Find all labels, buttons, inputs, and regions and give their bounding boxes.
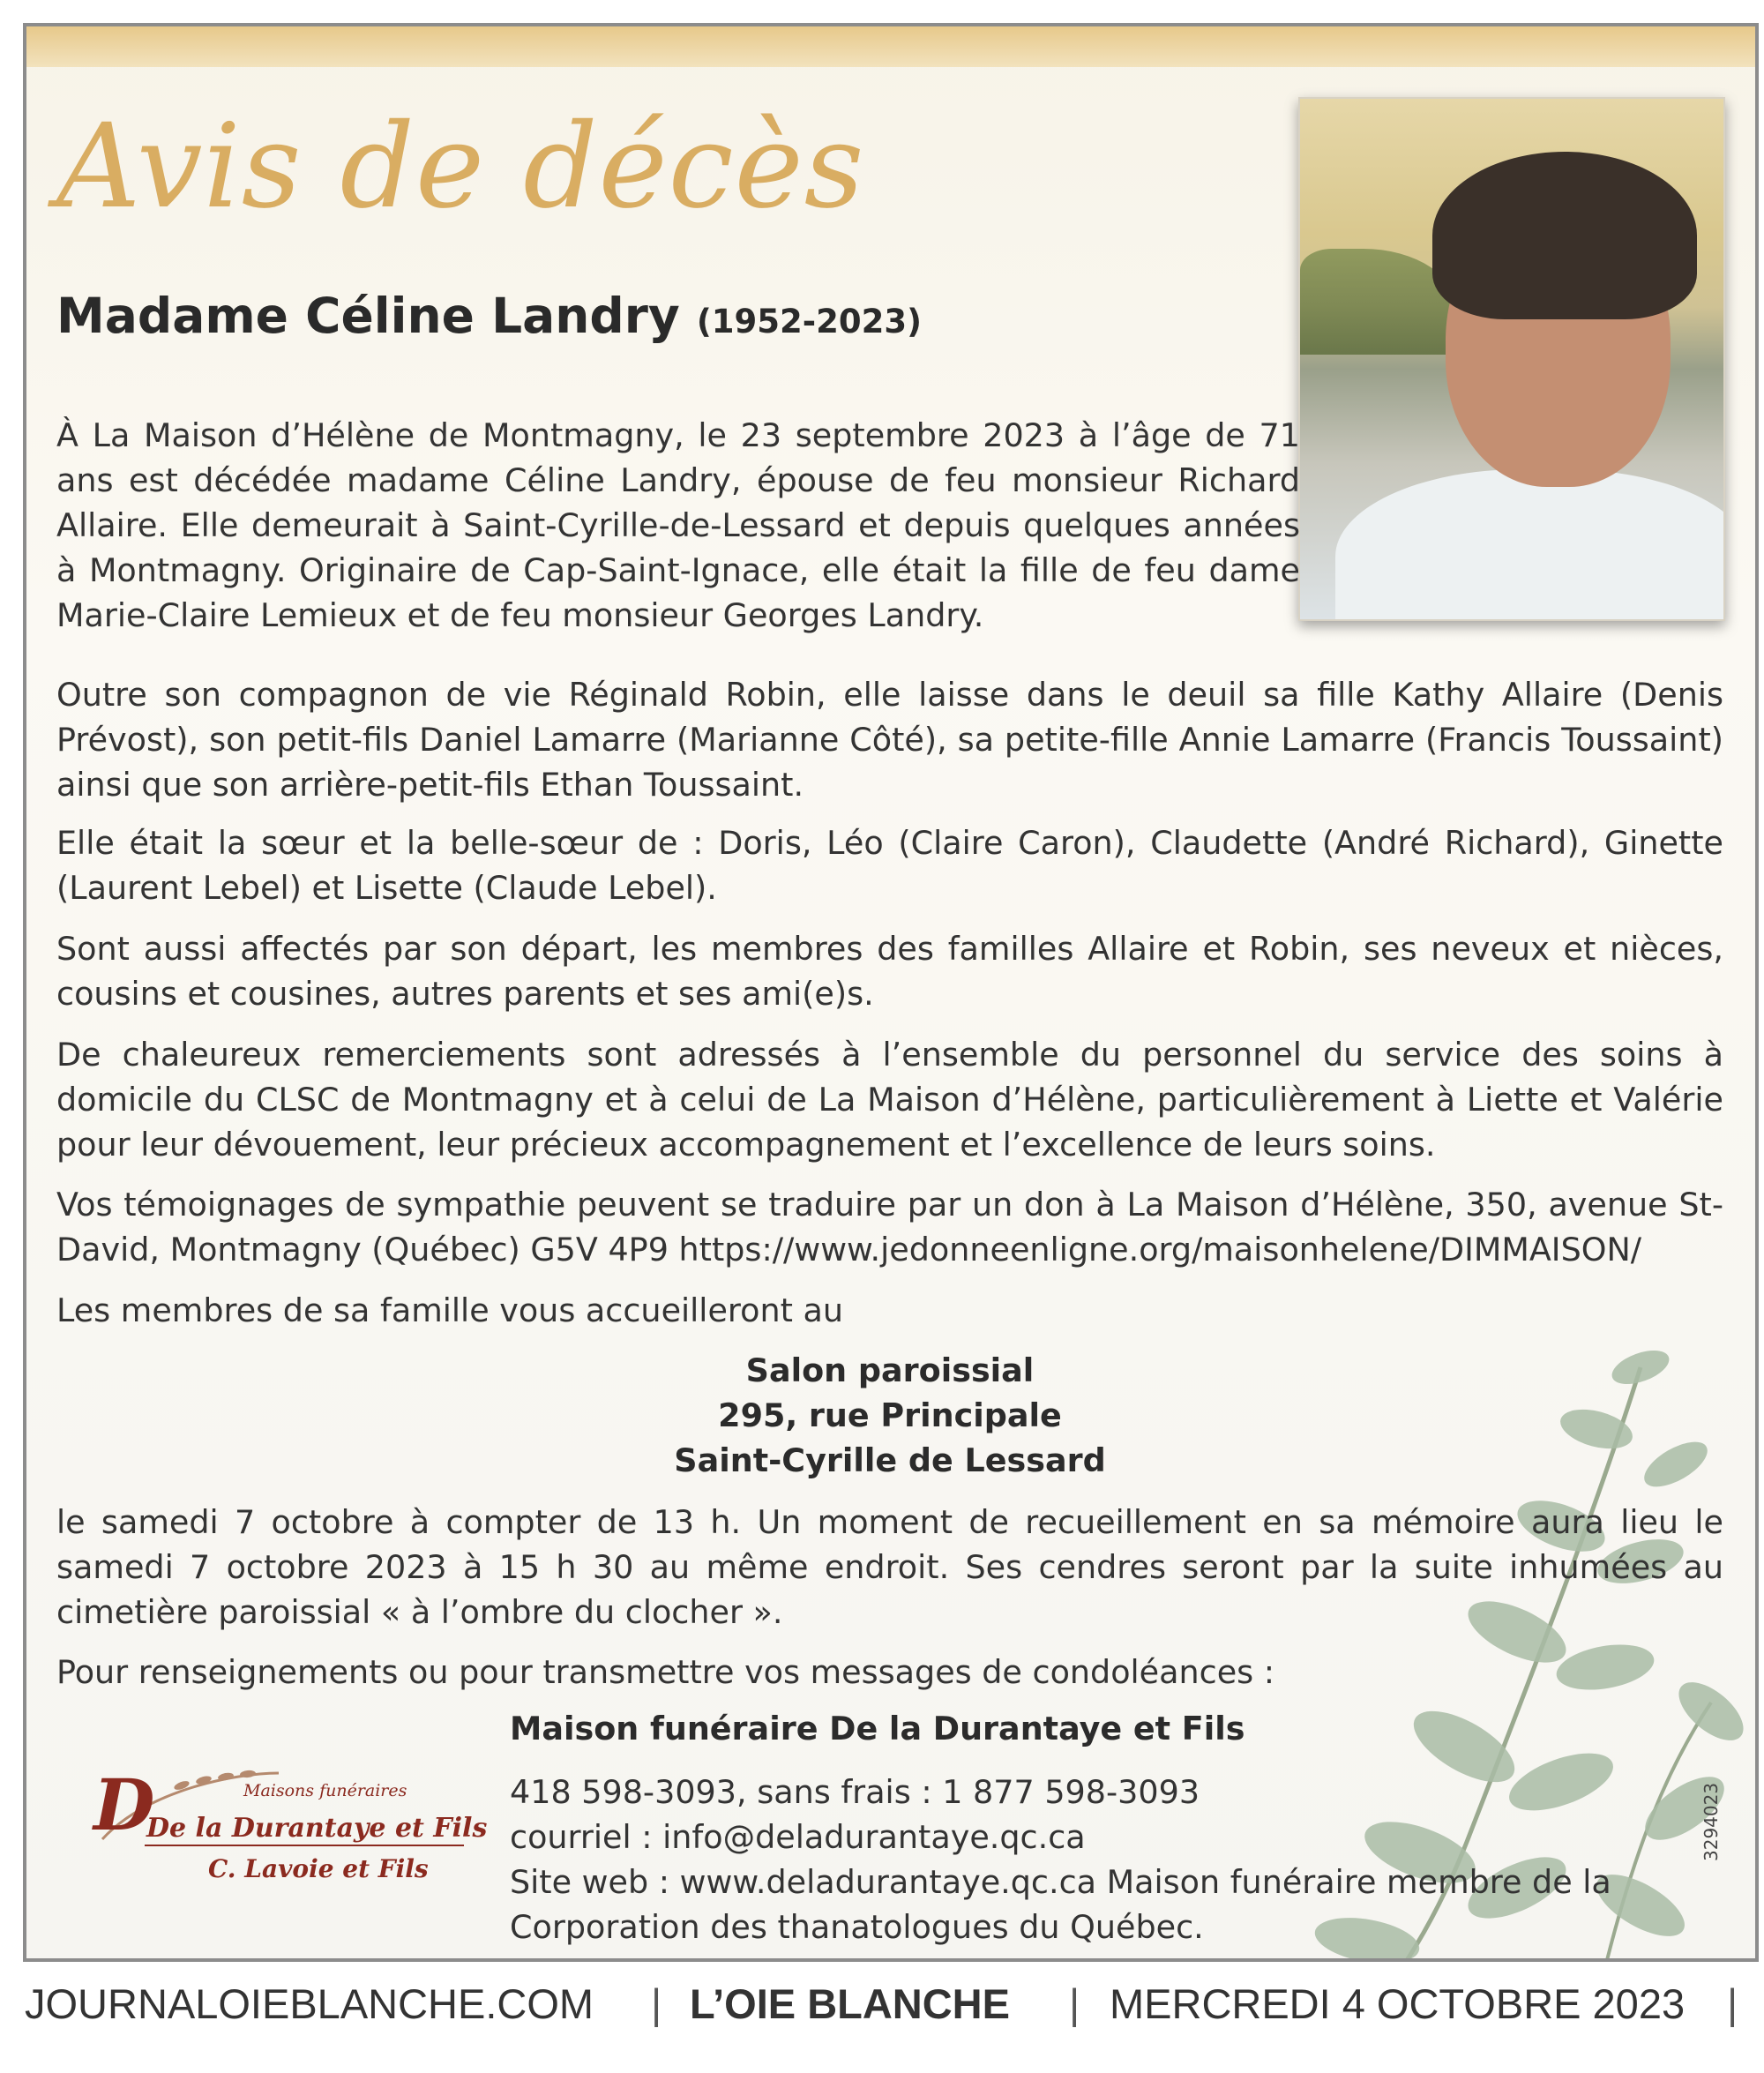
paragraph-survivors: Outre son compagnon de vie Réginald Robin, elle laisse dans le deuil sa fille Kathy Allaire (Denis Prévost), son petit-fils Daniel Lamarre (Marianne Côté), sa petite-fille Annie Lamarre (Francis Toussaint) ainsi que son arrière-petit-fils Ethan Toussaint. <box>56 676 1723 804</box>
paragraph-welcome: Les membres de sa famille vous accueilleront au <box>56 1291 843 1329</box>
notice-title: Avis de décès <box>56 99 865 235</box>
contact-website: Site web : www.deladurantaye.qc.ca Maison funéraire membre de la Corporation des thanatologues du Québec. <box>510 1863 1611 1946</box>
paragraph-families: Sont aussi affectés par son départ, les membres des familles Allaire et Robin, ses neveux et nièces, cousins et cousines, autres parents et ses ami(e)s. <box>56 930 1723 1013</box>
top-gold-band <box>26 26 1755 67</box>
name-text: Madame Céline Landry <box>56 288 680 344</box>
logo-line3: C. Lavoie et Fils <box>208 1854 429 1883</box>
footer-separator: | <box>1069 1980 1080 2027</box>
logo-line2: De la Durantaye et Fils <box>146 1813 488 1844</box>
logo-letter: D <box>93 1763 155 1846</box>
venue-street: 295, rue Principale <box>718 1396 1062 1434</box>
footer-publication: L’OIE BLANCHE <box>690 1980 1010 2027</box>
paragraph-ceremony: le samedi 7 octobre à compter de 13 h. Un moment de recueillement en sa mémoire aura lieu le samedi 7 octobre 2023 à 15 h 30 au même endroit. Ses cendres seront par la suite inhumées au cimetière paroissial « à l’ombre du clocher ». <box>56 1503 1723 1631</box>
contact-phone: 418 598-3093, sans frais : 1 877 598-3093 <box>510 1773 1200 1811</box>
obituary-frame <box>23 23 1759 1962</box>
funeral-home-name: Maison funéraire De la Durantaye et Fils <box>510 1710 1245 1747</box>
footer-separator: | <box>651 1980 662 2027</box>
venue-name: Salon paroissial <box>745 1351 1035 1389</box>
life-years: (1952-2023) <box>696 303 923 341</box>
paragraph-donations: Vos témoignages de sympathie peuvent se traduire par un don à La Maison d’Hélène, 350, avenue St-David, Montmagny (Québec) G5V 4P9 https://www.jedonneenligne.org/maisonhelene/DIMMAISON/ <box>56 1186 1723 1268</box>
portrait-photo <box>1298 97 1725 621</box>
paragraph-announcement: À La Maison d’Hélène de Montmagny, le 23 septembre 2023 à l’âge de 71 ans est décédée madame Céline Landry, épouse de feu monsieur Richard Allaire. Elle demeurait à Saint-Cyrille-de-Lessard et depuis quelques années à Montmagny. Originaire de Cap-Saint-Ignace, elle était la fille de feu dame Marie-Claire Lemieux et de feu monsieur Georges Landry. <box>56 416 1300 634</box>
venue-city: Saint-Cyrille de Lessard <box>674 1441 1106 1479</box>
contact-block <box>510 1770 1723 1950</box>
paragraph-siblings: Elle était la sœur et la belle-sœur de : Doris, Léo (Claire Caron), Claudette (André Richard), Ginette (Laurent Lebel) et Lisette (Claude Lebel). <box>56 824 1723 907</box>
deceased-name <box>56 288 922 344</box>
funeral-home-logo <box>76 1755 490 1905</box>
contact-email: courriel : info@deladurantaye.qc.ca <box>510 1818 1086 1856</box>
footer-separator: | <box>1727 1980 1738 2027</box>
newspaper-footer <box>0 1969 1764 2039</box>
footer-date: MERCREDI 4 OCTOBRE 2023 <box>1110 1980 1686 2027</box>
footer-website[interactable]: JOURNALOIEBLANCHE.COM <box>25 1980 594 2027</box>
paragraph-thanks: De chaleureux remerciements sont adressés à l’ensemble du personnel du service des soins à domicile du CLSC de Montmagny et à celui de La Maison d’Hélène, particulièrement à Liette et Valérie pour leur dévouement, leur précieux accompagnement et l’excellence de leurs soins. <box>56 1036 1723 1164</box>
paragraph-info-intro: Pour renseignements ou pour transmettre vos messages de condoléances : <box>56 1653 1275 1691</box>
logo-line1: Maisons funéraires <box>243 1781 407 1800</box>
reference-number: 3294023 <box>1700 1782 1722 1861</box>
